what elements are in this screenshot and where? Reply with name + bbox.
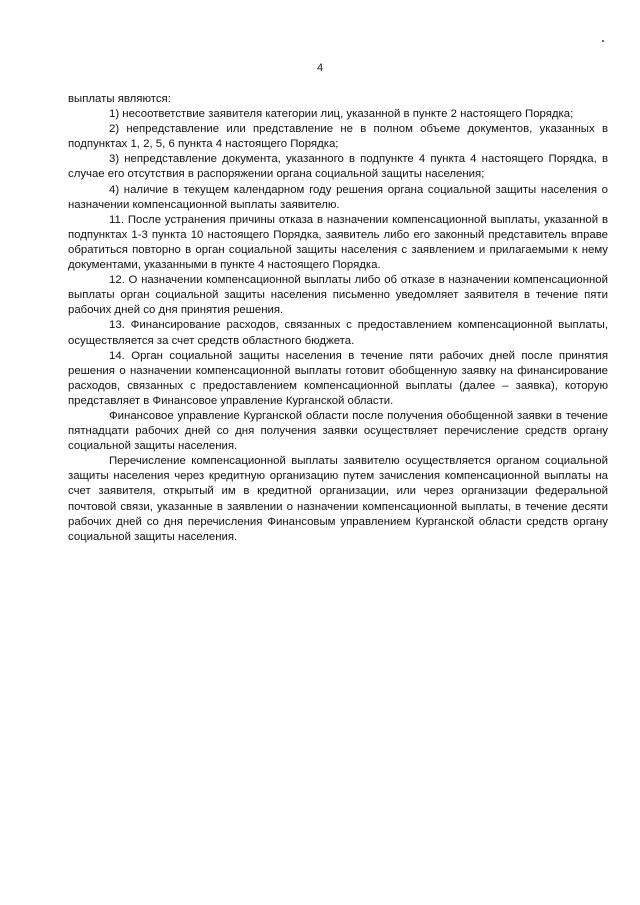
paragraph-item-3: 3) непредставление документа, указанного в подпункте 4 пункта 4 настоящего Порядка, в случае его отсутствия в распоряжении органа социальной защиты населения; <box>68 153 608 181</box>
page-number: 4 <box>316 62 324 74</box>
paragraph-payment-transfer: Перечисление компенсационной выплаты заявителю осуществляется органом социальной защиты населения через кредитную организацию путем зачисления компенсационной выплаты на счет заявителя, открытый им в кредитной организации, или через организации федеральной почтовой связи, указанные в заявлении о назначении компенсационной выплаты, в течение десяти рабочих дней со дня перечисления Финансовым управлением Курганской области средств органу социальной защиты населения. <box>68 455 608 543</box>
paragraph-14: 14. Орган социальной защиты населения в течение пяти рабочих дней после принятия решения о назначении компенсационной выплаты готовит обобщенную заявку на финансирование расходов, связанных с предоставлением компенсационной выплаты (далее – заявка), которую представляет в Финансовое управление Курганской области. <box>68 349 608 407</box>
paragraph-item-1: 1) несоответствие заявителя категории лиц, указанной в пункте 2 настоящего Порядка; <box>109 108 574 121</box>
paragraph-item-2: 2) непредставление или представление не в полном объеме документов, указанных в подпунктах 1, 2, 5, 6 пункта 4 настоящего Порядка; <box>68 123 608 151</box>
paragraph-financial-transfer: Финансовое управление Курганской области после получения обобщенной заявки в течение пятнадцати рабочих дней со дня получения заявки осуществляет перечисление средств органу социальной защиты населения. <box>68 409 608 453</box>
paragraph-12: 12. О назначении компенсационной выплаты либо об отказе в назначении компенсационной выплаты орган социальной защиты населения письменно уведомляет заявителя в течение пяти рабочих дней со дня принятия решения. <box>68 274 608 317</box>
paragraph-11: 11. После устранения причины отказа в назначении компенсационной выплаты, указанной в подпунктах 1-3 пункта 10 настоящего Порядка, заявитель либо его законный представитель вправе обратиться повторно в орган социальной защиты населения с заявлением и прилагаемыми к нему документами, указанными в пункте 4 настоящего Порядка. <box>68 213 608 272</box>
paragraph-item-4: 4) наличие в текущем календарном году решения органа социальной защиты населения о назначении компенсационной выплаты заявителю. <box>68 183 608 211</box>
scan-speck <box>602 40 604 42</box>
paragraph-continuation: выплаты являются: <box>68 93 171 105</box>
document-body <box>68 92 608 545</box>
paragraph-13: 13. Финансирование расходов, связанных с предоставлением компенсационной выплаты, осуществляется за счет средств областного бюджета. <box>68 319 608 347</box>
